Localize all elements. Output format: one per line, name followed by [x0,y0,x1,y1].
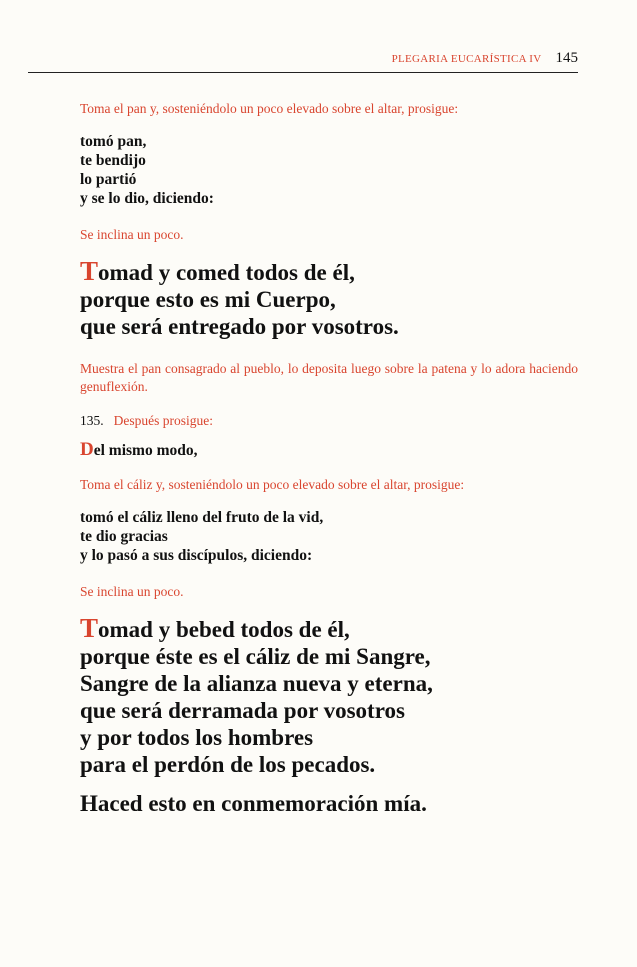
drop-cap-initial: D [80,439,94,460]
narrative-chalice [80,508,578,565]
narrative-bread [80,132,578,208]
consecration-line: y por todos los hombres [80,725,314,750]
closing-command: Haced esto en conmemoración mía. [80,791,427,816]
consecration-line: que será entregado por vosotros. [80,314,399,339]
narrative-line: te bendijo [80,152,146,169]
consecration-line: omad y comed todos de él, [98,260,355,285]
consecration-wine [80,615,578,778]
header-rule [28,72,578,73]
consecration-line: que será derramada por vosotros [80,698,405,723]
narrative-line: y lo pasó a sus discípulos, diciendo: [80,547,313,564]
page-header [80,50,578,67]
section-number: 135. [80,413,104,428]
consecration-line: Sangre de la alianza nueva y eterna, [80,671,433,696]
consecration-line: porque esto es mi Cuerpo, [80,287,336,312]
page-number: 145 [555,50,578,66]
narrative-line: tomó pan, [80,133,147,150]
consecration-line: omad y bebed todos de él, [98,617,350,642]
section-135 [80,412,578,430]
consecration-line: porque éste es el cáliz de mi Sangre, [80,644,431,669]
drop-cap-initial: T [80,256,99,286]
consecration-line: para el perdón de los pecados. [80,752,376,777]
drop-cap-initial: T [80,613,99,643]
running-title: PLEGARIA EUCARÍSTICA IV [391,53,542,65]
section-rubric: Después prosigue: [113,413,213,428]
page-body [80,100,578,817]
narrative-line: tomó el cáliz lleno del fruto de la vid, [80,509,324,526]
narrative-line: el mismo modo, [93,442,198,459]
rubric-take-chalice: Toma el cáliz y, sosteniéndolo un poco elevado sobre el altar, prosigue: [80,477,465,492]
rubric-bow-1: Se inclina un poco. [80,227,184,242]
narrative-same-way [80,440,578,460]
rubric-take-bread: Toma el pan y, sosteniéndolo un poco elevado sobre el altar, prosigue: [80,101,459,116]
rubric-show-bread: Muestra el pan consagrado al pueblo, lo deposita luego sobre la patena y lo adora haciendo genuflexión. [80,361,578,394]
consecration-bread [80,258,578,340]
narrative-line: y se lo dio, diciendo: [80,190,214,207]
rubric-bow-2: Se inclina un poco. [80,584,184,599]
narrative-line: te dio gracias [80,528,168,545]
narrative-line: lo partió [80,171,137,188]
